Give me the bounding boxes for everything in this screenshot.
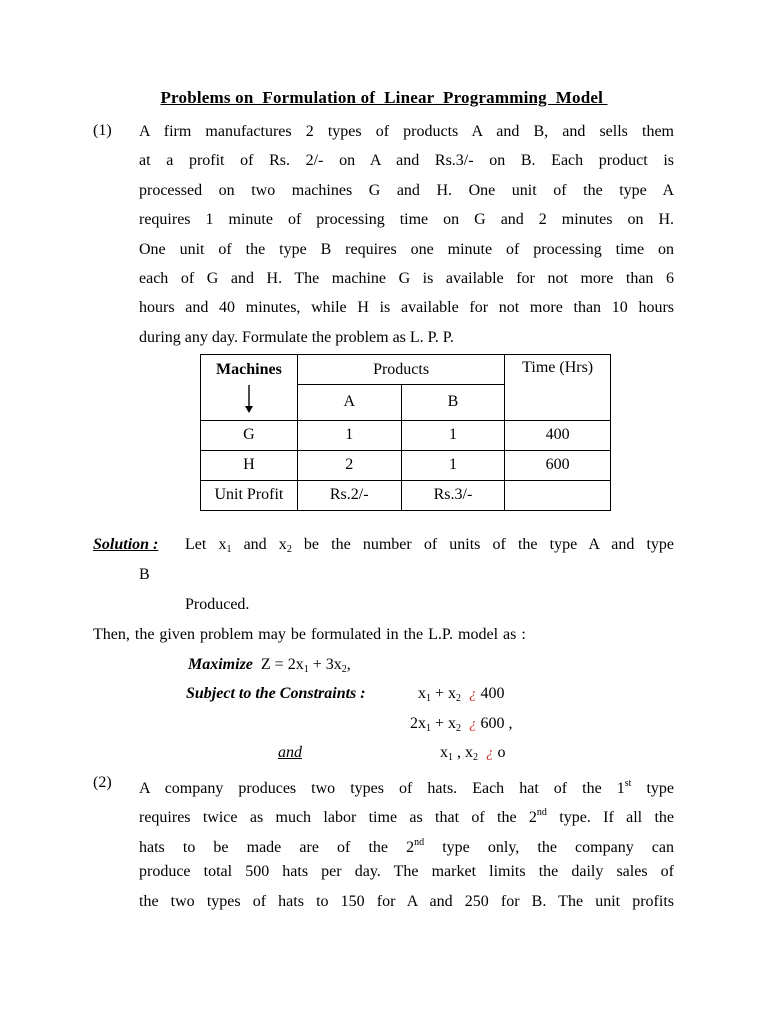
header-time: Time (Hrs) <box>505 355 611 421</box>
solution-line-1 <box>185 536 674 555</box>
problem-2-text-part: A company produces two types of hats. Each hat of the 1 <box>139 780 625 797</box>
constraint-text: 2x <box>410 715 426 732</box>
row-label: G <box>201 420 298 450</box>
constraint-text: o <box>493 744 506 761</box>
superscript: nd <box>414 836 425 848</box>
solution-text: and x <box>231 536 287 553</box>
problem-2-text-part: type. If all the <box>546 809 675 827</box>
row-a: 1 <box>297 420 401 450</box>
objective-text: , <box>346 656 351 673</box>
problem-1-line: processed on two machines G and H. One unit of the type A <box>139 181 674 199</box>
problem-2-text-part: requires twice as much labor time as that of the 2 <box>139 809 537 827</box>
subscript: 2 <box>456 693 462 704</box>
row-b: 1 <box>401 450 505 480</box>
problem-1-number: (1) <box>93 122 112 139</box>
superscript: nd <box>536 807 547 819</box>
problem-2-line <box>139 798 674 827</box>
objective-line <box>188 656 351 675</box>
subscript: 1 <box>426 693 431 704</box>
problem-1-line: at a profit of Rs. 2/- on A and Rs.3/- on B. Each product is <box>139 152 674 170</box>
row-time <box>505 480 611 510</box>
row-label: Unit Profit <box>201 480 298 510</box>
constraint-text: 600 , <box>476 715 513 732</box>
problem-2-text-part: hats to be made are of the 2 <box>139 838 415 856</box>
and-label: and <box>278 744 302 761</box>
solution-label: Solution : <box>93 536 159 553</box>
constraint-text: + x <box>431 685 457 702</box>
subscript: 1 <box>303 664 309 675</box>
solution-line-3: Produced. <box>185 596 250 613</box>
subscript: 1 <box>226 544 232 555</box>
constraint-2 <box>410 715 513 734</box>
subject-label: Subject to the Constraints : <box>186 685 366 702</box>
subheader-b: B <box>401 385 505 421</box>
problem-2-line: the two types of hats to 150 for A and 250 for B. The unit profits <box>139 892 674 910</box>
problem-2-number: (2) <box>93 774 112 791</box>
header-machines: Machines <box>201 355 298 385</box>
problem-2-text <box>139 769 674 916</box>
objective-text: + 3x <box>308 656 342 673</box>
constraint-text: 400 <box>476 685 505 702</box>
problem-1-text <box>139 117 674 352</box>
row-a: Rs.2/- <box>297 480 401 510</box>
subscript: 2 <box>456 723 462 734</box>
machine-table <box>200 354 611 511</box>
solution-text: Let x <box>185 536 227 553</box>
subscript: 2 <box>341 664 347 675</box>
row-b: Rs.3/- <box>401 480 505 510</box>
solution-line-2: B <box>139 566 150 583</box>
problem-1-line: hours and 40 minutes, while H is available for not more than 10 hours <box>139 299 674 317</box>
objective-text: Z = 2x <box>260 656 304 673</box>
constraint-1 <box>418 685 505 704</box>
solution-line-4: Then, the given problem may be formulated in the L.P. model as : <box>93 626 526 643</box>
problem-2-line <box>139 769 674 798</box>
subheader-a: A <box>297 385 401 421</box>
constraint-text: x <box>440 744 448 761</box>
subscript: 1 <box>426 723 431 734</box>
arrow-down-icon <box>242 385 256 415</box>
constraint-3 <box>440 744 506 763</box>
row-b: 1 <box>401 420 505 450</box>
problem-2-line <box>139 828 674 857</box>
row-time: 400 <box>505 420 611 450</box>
down-arrow-cell <box>201 385 298 421</box>
red-inequality-glyph: ¿ <box>469 716 477 732</box>
red-inequality-glyph: ¿ <box>469 686 477 702</box>
problem-2-text-part: type <box>631 780 675 797</box>
constraint-text: + x <box>431 715 457 732</box>
problem-1-line: requires 1 minute of processing time on G and 2 minutes on H. <box>139 211 674 229</box>
constraint-text: x <box>418 685 426 702</box>
problem-2-line: produce total 500 hats per day. The market limits the daily sales of <box>139 863 674 881</box>
problem-1-line: One unit of the type B requires one minute of processing time on <box>139 240 674 258</box>
page-title: Problems on Formulation of Linear Programming Model <box>160 88 608 107</box>
maximize-label: Maximize <box>188 656 253 673</box>
solution-text: be the number of units of the type A and type <box>291 536 675 553</box>
subscript: 1 <box>448 752 453 763</box>
row-a: 2 <box>297 450 401 480</box>
red-inequality-glyph: ¿ <box>486 745 494 761</box>
subscript: 2 <box>473 752 478 763</box>
header-products: Products <box>297 355 504 385</box>
row-time: 600 <box>505 450 611 480</box>
problem-1-line: each of G and H. The machine G is available for not more than 6 <box>139 269 674 287</box>
subscript: 2 <box>286 544 292 555</box>
row-label: H <box>201 450 298 480</box>
superscript: st <box>624 778 632 789</box>
constraint-text: , x <box>453 744 473 761</box>
problem-1-line: during any day. Formulate the problem as L. P. P. <box>139 328 454 346</box>
problem-1-line: A firm manufactures 2 types of products A and B, and sells them <box>139 123 674 140</box>
problem-2-text-part: type only, the company can <box>424 838 675 856</box>
